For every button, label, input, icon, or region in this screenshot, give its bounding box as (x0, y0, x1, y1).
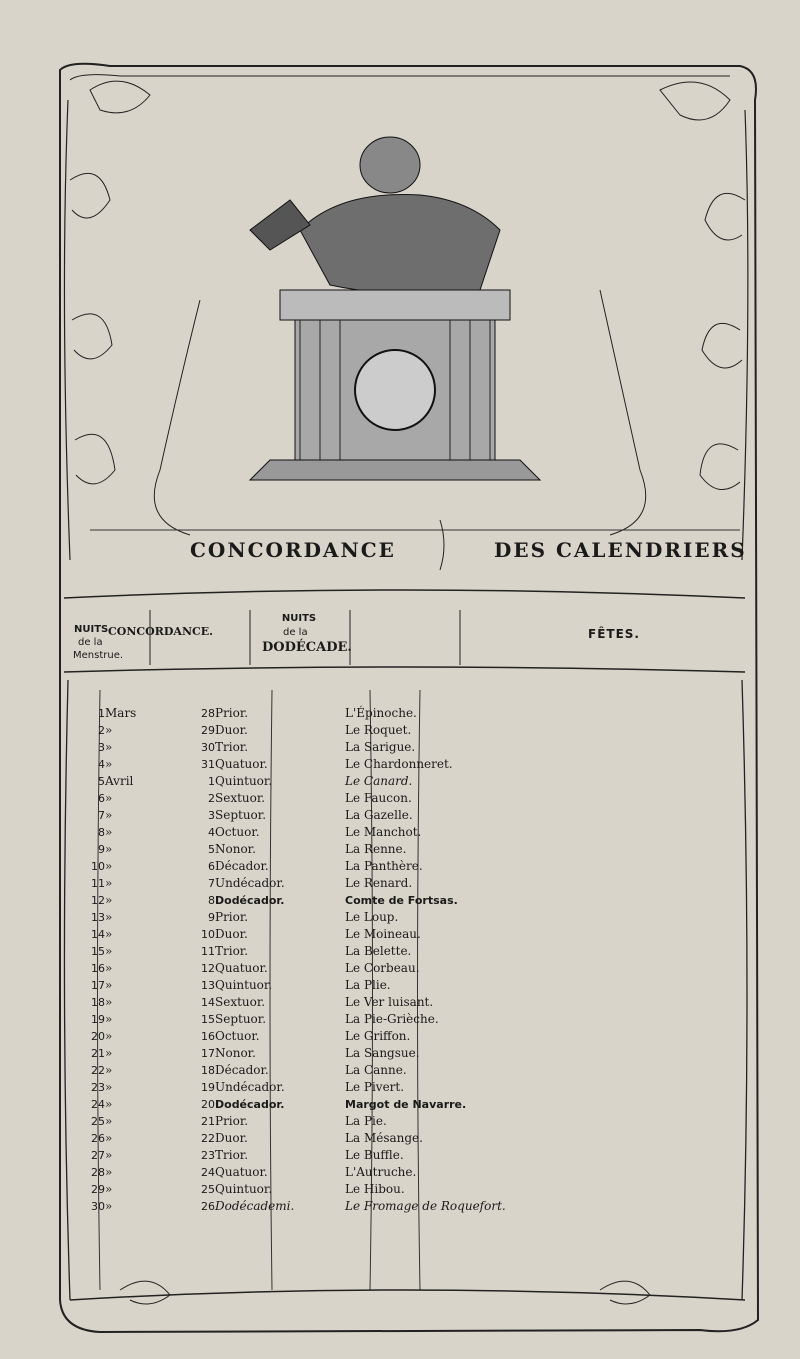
day-cell: 22 (201, 1132, 215, 1145)
day-cell: 8 (208, 894, 215, 907)
table-row (75, 1164, 565, 1181)
month-cell: Mars (105, 706, 137, 720)
table-row (75, 790, 565, 807)
day-cell: 23 (201, 1149, 215, 1162)
row-number: 11 (91, 877, 105, 890)
row-number: 5 (98, 775, 105, 788)
col-header-fetes: FÊTES. (588, 627, 640, 641)
row-number: 15 (91, 945, 105, 958)
col-header-nuits-dodecade: NUITS (281, 613, 317, 624)
nuit-cell: Septuor. (215, 1012, 267, 1026)
fete-cell: Le Corbeau. (345, 961, 420, 975)
table-row (75, 1028, 565, 1045)
month-cell: » (105, 978, 113, 992)
day-cell: 29 (201, 724, 215, 737)
fete-cell: La Gazelle. (345, 808, 413, 822)
month-cell: » (105, 740, 113, 754)
table-row (75, 1198, 565, 1215)
row-number: 16 (91, 962, 105, 975)
nuit-cell: Quatuor. (215, 1165, 268, 1179)
month-cell: » (105, 1182, 113, 1196)
fete-cell: Margot de Navarre. (345, 1098, 467, 1111)
nuit-cell: Octuor. (215, 1029, 260, 1043)
fete-cell: Le Canard. (345, 774, 413, 788)
row-number: 10 (91, 860, 105, 873)
fete-cell: La Sarigue. (345, 740, 416, 754)
day-cell: 1 (208, 775, 215, 788)
table-row (75, 756, 565, 773)
table-row (75, 1147, 565, 1164)
nuit-cell: Prior. (215, 706, 249, 720)
fete-cell: Le Chardonneret. (345, 757, 453, 771)
day-cell: 9 (208, 911, 215, 924)
row-number: 18 (91, 996, 105, 1009)
row-number: 2 (98, 724, 105, 737)
row-number: 24 (91, 1098, 105, 1111)
month-cell: » (105, 825, 113, 839)
day-cell: 5 (208, 843, 215, 856)
month-cell: » (105, 1080, 113, 1094)
col-header-nuits: NUITS (74, 624, 109, 635)
fete-cell: La Mésange. (345, 1131, 423, 1145)
day-cell: 17 (201, 1047, 215, 1060)
table-row (75, 994, 565, 1011)
row-number: 29 (91, 1183, 105, 1196)
month-cell: » (105, 1165, 113, 1179)
nuit-cell: Sextuor. (215, 791, 266, 805)
nuit-cell: Octuor. (215, 825, 260, 839)
month-cell: » (105, 1029, 113, 1043)
row-number: 27 (91, 1149, 105, 1162)
nuit-cell: Quatuor. (215, 757, 268, 771)
table-row (75, 943, 565, 960)
fete-cell: La Sangsue. (345, 1046, 420, 1060)
fete-cell: Le Fromage de Roquefort. (345, 1199, 506, 1213)
nuit-cell: Dodécador. (215, 1098, 285, 1111)
nuit-cell: Quatuor. (215, 961, 268, 975)
day-cell: 3 (208, 809, 215, 822)
nuit-cell: Quintuor. (215, 1182, 273, 1196)
month-cell: » (105, 927, 113, 941)
fete-cell: La Panthère. (345, 859, 423, 873)
day-cell: 26 (201, 1200, 215, 1213)
nuit-cell: Quintuor. (215, 978, 273, 992)
row-number: 13 (91, 911, 105, 924)
month-cell: » (105, 1012, 113, 1026)
day-cell: 25 (201, 1183, 215, 1196)
month-cell: » (105, 995, 113, 1009)
table-row (75, 875, 565, 892)
fete-cell: La Pie. (345, 1114, 387, 1128)
title-calendriers: DES CALENDRIERS (494, 538, 747, 562)
fete-cell: L'Autruche. (345, 1165, 417, 1179)
col-header-dela: de la (78, 637, 103, 648)
fete-cell: Le Buffle. (345, 1148, 404, 1162)
row-number: 28 (91, 1166, 105, 1179)
table-row (75, 960, 565, 977)
month-cell: » (105, 808, 113, 822)
table-row (75, 1062, 565, 1079)
table-row (75, 722, 565, 739)
row-number: 8 (98, 826, 105, 839)
fete-cell: La Renne. (345, 842, 407, 856)
month-cell: » (105, 757, 113, 771)
calendar-body (75, 705, 565, 1215)
table-row (75, 1130, 565, 1147)
fete-cell: La Canne. (345, 1063, 407, 1077)
title-concordance: CONCORDANCE (190, 538, 396, 562)
table-row (75, 1011, 565, 1028)
day-cell: 14 (201, 996, 215, 1009)
fete-cell: La Pie-Grièche. (345, 1012, 439, 1026)
row-number: 23 (91, 1081, 105, 1094)
month-cell: » (105, 893, 113, 907)
col-header-dela-dodecade: de la (283, 627, 308, 638)
month-cell: » (105, 910, 113, 924)
table-row (75, 1045, 565, 1062)
nuit-cell: Trior. (215, 740, 249, 754)
row-number: 3 (98, 741, 105, 754)
fete-cell: Le Manchot. (345, 825, 422, 839)
nuit-cell: Trior. (215, 1148, 249, 1162)
row-number: 25 (91, 1115, 105, 1128)
nuit-cell: Quintuor. (215, 774, 273, 788)
row-number: 1 (98, 707, 105, 720)
nuit-cell: Décador. (215, 1063, 269, 1077)
table-row (75, 1113, 565, 1130)
day-cell: 6 (208, 860, 215, 873)
day-cell: 20 (201, 1098, 215, 1111)
row-number: 4 (98, 758, 105, 771)
day-cell: 30 (201, 741, 215, 754)
nuit-cell: Duor. (215, 927, 248, 941)
row-number: 6 (98, 792, 105, 805)
month-cell: » (105, 1148, 113, 1162)
row-number: 9 (98, 843, 105, 856)
table-row (75, 807, 565, 824)
table-row (75, 1079, 565, 1096)
month-cell: » (105, 859, 113, 873)
col-header-concordance: CONCORDANCE. (108, 625, 213, 638)
fete-cell: Le Pivert. (345, 1080, 405, 1094)
nuit-cell: Duor. (215, 723, 248, 737)
nuit-cell: Nonor. (215, 842, 256, 856)
fete-cell: Le Griffon. (345, 1029, 411, 1043)
row-number: 30 (91, 1200, 105, 1213)
day-cell: 24 (201, 1166, 215, 1179)
month-cell: » (105, 1114, 113, 1128)
row-number: 20 (91, 1030, 105, 1043)
nuit-cell: Duor. (215, 1131, 248, 1145)
nuit-cell: Undécador. (215, 1080, 285, 1094)
row-number: 17 (91, 979, 105, 992)
table-row (75, 1096, 565, 1113)
month-cell: » (105, 1199, 113, 1213)
nuit-cell: Dodécador. (215, 894, 285, 907)
fete-cell: Le Moineau. (345, 927, 421, 941)
day-cell: 21 (201, 1115, 215, 1128)
fete-cell: Le Loup. (345, 910, 399, 924)
nuit-cell: Décador. (215, 859, 269, 873)
day-cell: 10 (201, 928, 215, 941)
month-cell: » (105, 944, 113, 958)
month-cell: » (105, 1063, 113, 1077)
table-row (75, 705, 565, 722)
nuit-cell: Trior. (215, 944, 249, 958)
fete-cell: Le Faucon. (345, 791, 412, 805)
fete-cell: Le Hibou. (345, 1182, 405, 1196)
row-number: 19 (91, 1013, 105, 1026)
nuit-cell: Sextuor. (215, 995, 266, 1009)
row-number: 14 (91, 928, 105, 941)
nuit-cell: Nonor. (215, 1046, 256, 1060)
table-row (75, 909, 565, 926)
day-cell: 19 (201, 1081, 215, 1094)
day-cell: 28 (201, 707, 215, 720)
month-cell: » (105, 1046, 113, 1060)
day-cell: 7 (208, 877, 215, 890)
row-number: 7 (98, 809, 105, 822)
table-row (75, 892, 565, 909)
month-cell: » (105, 1131, 113, 1145)
row-number: 26 (91, 1132, 105, 1145)
col-header-dodecade: DODÉCADE. (262, 640, 352, 655)
day-cell: 16 (201, 1030, 215, 1043)
calendar-table (75, 705, 565, 1215)
day-cell: 18 (201, 1064, 215, 1077)
table-row (75, 824, 565, 841)
day-cell: 2 (208, 792, 215, 805)
month-cell: » (105, 961, 113, 975)
fete-cell: La Plie. (345, 978, 391, 992)
nuit-cell: Prior. (215, 910, 249, 924)
table-row (75, 841, 565, 858)
fete-cell: L'Épinoche. (345, 706, 417, 720)
fete-cell: Le Renard. (345, 876, 413, 890)
month-cell: » (105, 1097, 113, 1111)
table-row (75, 773, 565, 790)
day-cell: 13 (201, 979, 215, 992)
nuit-cell: Prior. (215, 1114, 249, 1128)
month-cell: » (105, 842, 113, 856)
nuit-cell: Dodécademi. (215, 1199, 295, 1213)
table-row (75, 977, 565, 994)
table-row (75, 858, 565, 875)
month-cell: Avril (105, 774, 134, 788)
month-cell: » (105, 876, 113, 890)
col-header-menstrue: Menstrue. (73, 650, 124, 661)
table-row (75, 739, 565, 756)
month-cell: » (105, 723, 113, 737)
table-row (75, 1181, 565, 1198)
fete-cell: La Belette. (345, 944, 412, 958)
nuit-cell: Undécador. (215, 876, 285, 890)
table-row (75, 926, 565, 943)
day-cell: 4 (208, 826, 215, 839)
row-number: 22 (91, 1064, 105, 1077)
day-cell: 15 (201, 1013, 215, 1026)
day-cell: 12 (201, 962, 215, 975)
day-cell: 11 (201, 945, 215, 958)
row-number: 21 (91, 1047, 105, 1060)
day-cell: 31 (201, 758, 215, 771)
month-cell: » (105, 791, 113, 805)
fete-cell: Le Roquet. (345, 723, 412, 737)
nuit-cell: Septuor. (215, 808, 267, 822)
fete-cell: Le Ver luisant. (345, 995, 434, 1009)
row-number: 12 (91, 894, 105, 907)
fete-cell: Comte de Fortsas. (345, 894, 458, 907)
